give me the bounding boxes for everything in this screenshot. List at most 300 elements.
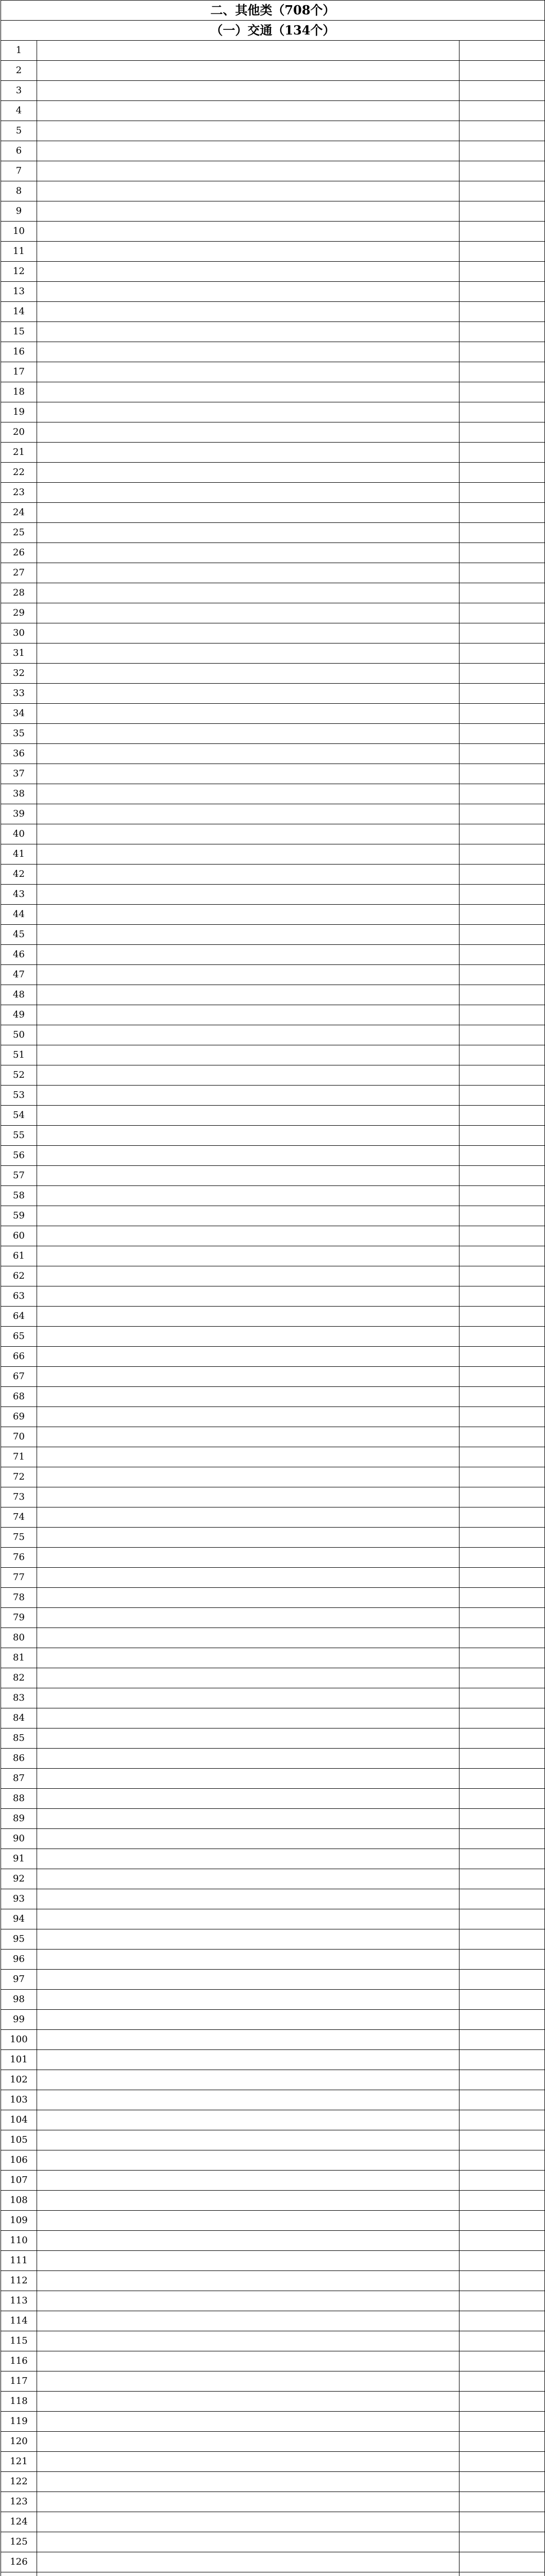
row-number: 99 <box>1 2010 37 2030</box>
row-number: 101 <box>1 2050 37 2070</box>
table-row <box>1 744 545 764</box>
section-subheading: （一）交通（134个） <box>1 21 545 41</box>
project-name <box>37 1548 459 1568</box>
table-row <box>1 1548 545 1568</box>
project-name <box>37 1407 459 1427</box>
project-name <box>37 2351 459 2371</box>
project-name <box>37 1226 459 1246</box>
project-location <box>459 2311 545 2331</box>
project-location <box>459 2271 545 2291</box>
row-number: 42 <box>1 865 37 885</box>
row-number: 125 <box>1 2532 37 2552</box>
project-location <box>459 1769 545 1789</box>
project-location <box>459 865 545 885</box>
project-location <box>459 965 545 985</box>
row-number: 1 <box>1 41 37 61</box>
table-row <box>1 1045 545 1065</box>
project-location <box>459 2010 545 2030</box>
project-name <box>37 1266 459 1286</box>
project-name <box>37 2030 459 2050</box>
project-name <box>37 503 459 523</box>
project-name <box>37 2010 459 2030</box>
project-location <box>459 2572 545 2576</box>
project-location <box>459 1628 545 1648</box>
row-number: 114 <box>1 2311 37 2331</box>
project-location <box>459 1286 545 1307</box>
project-name <box>37 443 459 463</box>
table-row <box>1 262 545 282</box>
project-location <box>459 2371 545 2392</box>
table-row <box>1 2211 545 2231</box>
project-name <box>37 2191 459 2211</box>
project-location <box>459 1327 545 1347</box>
project-location <box>459 282 545 302</box>
row-number: 124 <box>1 2512 37 2532</box>
project-name <box>37 1929 459 1950</box>
table-row <box>1 603 545 623</box>
project-name <box>37 1146 459 1166</box>
project-name <box>37 563 459 583</box>
project-name <box>37 744 459 764</box>
table-row <box>1 1427 545 1447</box>
table-row <box>1 1367 545 1387</box>
project-name <box>37 804 459 824</box>
project-location <box>459 1146 545 1166</box>
project-location <box>459 2090 545 2110</box>
project-name <box>37 1387 459 1407</box>
project-location <box>459 1849 545 1869</box>
table-row <box>1 402 545 422</box>
project-location <box>459 824 545 844</box>
row-number: 89 <box>1 1809 37 1829</box>
project-name <box>37 865 459 885</box>
table-row <box>1 2331 545 2351</box>
table-row <box>1 1206 545 1226</box>
project-location <box>459 1467 545 1487</box>
project-location <box>459 945 545 965</box>
project-name <box>37 2271 459 2291</box>
project-name <box>37 2392 459 2412</box>
project-name <box>37 664 459 684</box>
project-location <box>459 1568 545 1588</box>
table-row <box>1 41 545 61</box>
table-row <box>1 724 545 744</box>
project-name <box>37 885 459 905</box>
project-location <box>459 1206 545 1226</box>
project-location <box>459 563 545 583</box>
table-row <box>1 704 545 724</box>
row-number: 28 <box>1 583 37 603</box>
project-name <box>37 1909 459 1929</box>
row-number: 82 <box>1 1668 37 1688</box>
table-row <box>1 1728 545 1749</box>
project-name <box>37 1769 459 1789</box>
row-number: 75 <box>1 1528 37 1548</box>
project-location <box>459 2150 545 2171</box>
table-row <box>1 1507 545 1528</box>
row-number: 119 <box>1 2412 37 2432</box>
row-number: 8 <box>1 181 37 201</box>
section-heading: 二、其他类（708个） <box>1 1 545 21</box>
row-number: 94 <box>1 1909 37 1929</box>
project-location <box>459 764 545 784</box>
project-location <box>459 985 545 1005</box>
table-row <box>1 684 545 704</box>
table-row <box>1 161 545 181</box>
row-number: 25 <box>1 523 37 543</box>
project-name <box>37 2070 459 2090</box>
table-row <box>1 422 545 443</box>
row-number: 53 <box>1 1086 37 1106</box>
project-name <box>37 1990 459 2010</box>
project-location <box>459 1166 545 1186</box>
project-name <box>37 2492 459 2512</box>
project-location <box>459 2291 545 2311</box>
row-number: 56 <box>1 1146 37 1166</box>
row-number: 70 <box>1 1427 37 1447</box>
row-number: 113 <box>1 2291 37 2311</box>
table-row <box>1 1628 545 1648</box>
project-location <box>459 242 545 262</box>
table-row <box>1 1246 545 1266</box>
table-row <box>1 1307 545 1327</box>
project-location <box>459 2331 545 2351</box>
row-number: 98 <box>1 1990 37 2010</box>
table-row <box>1 1809 545 1829</box>
project-location <box>459 1548 545 1568</box>
project-location <box>459 885 545 905</box>
table-row <box>1 1990 545 2010</box>
table-row <box>1 1347 545 1367</box>
project-location <box>459 41 545 61</box>
project-location <box>459 1367 545 1387</box>
project-location <box>459 844 545 865</box>
project-name <box>37 784 459 804</box>
project-name <box>37 704 459 724</box>
project-location <box>459 463 545 483</box>
project-name <box>37 242 459 262</box>
project-name <box>37 1950 459 1970</box>
row-number: 103 <box>1 2090 37 2110</box>
row-number: 48 <box>1 985 37 1005</box>
table-row <box>1 322 545 342</box>
project-name <box>37 1728 459 1749</box>
row-number: 5 <box>1 121 37 141</box>
table-row <box>1 2030 545 2050</box>
project-name <box>37 141 459 161</box>
project-name <box>37 1970 459 1990</box>
row-number: 83 <box>1 1688 37 1708</box>
project-name <box>37 603 459 623</box>
table-row <box>1 623 545 643</box>
row-number: 115 <box>1 2331 37 2351</box>
project-name <box>37 945 459 965</box>
project-name <box>37 1246 459 1266</box>
row-number: 85 <box>1 1728 37 1749</box>
table-row <box>1 1668 545 1688</box>
row-number: 21 <box>1 443 37 463</box>
project-name <box>37 362 459 382</box>
table-row <box>1 1166 545 1186</box>
table-row <box>1 201 545 222</box>
table-row <box>1 1186 545 1206</box>
row-number: 74 <box>1 1507 37 1528</box>
project-location <box>459 2472 545 2492</box>
table-row <box>1 181 545 201</box>
row-number: 87 <box>1 1769 37 1789</box>
table-row <box>1 1889 545 1909</box>
project-location <box>459 2351 545 2371</box>
table-row <box>1 945 545 965</box>
project-location <box>459 483 545 503</box>
table-row <box>1 1869 545 1889</box>
table-row <box>1 965 545 985</box>
project-name <box>37 824 459 844</box>
project-name <box>37 1789 459 1809</box>
row-number: 96 <box>1 1950 37 1970</box>
project-name <box>37 1427 459 1447</box>
table-row <box>1 2070 545 2090</box>
row-number <box>1 2572 37 2576</box>
project-location <box>459 684 545 704</box>
table-row <box>1 1025 545 1045</box>
row-number: 13 <box>1 282 37 302</box>
row-number: 65 <box>1 1327 37 1347</box>
project-name <box>37 282 459 302</box>
row-number: 51 <box>1 1045 37 1065</box>
table-row <box>1 1065 545 1086</box>
table-row <box>1 2351 545 2371</box>
project-location <box>459 1668 545 1688</box>
table-row <box>1 2271 545 2291</box>
project-name <box>37 1005 459 1025</box>
project-location <box>459 804 545 824</box>
project-name <box>37 1307 459 1327</box>
project-name <box>37 121 459 141</box>
table-row <box>1 2412 545 2432</box>
table-row <box>1 583 545 603</box>
project-location <box>459 1507 545 1528</box>
project-name <box>37 1829 459 1849</box>
table-row <box>1 1266 545 1286</box>
project-location <box>459 2412 545 2432</box>
project-name <box>37 1708 459 1728</box>
project-name <box>37 1507 459 1528</box>
project-name <box>37 302 459 322</box>
project-location <box>459 1126 545 1146</box>
project-location <box>459 1889 545 1909</box>
table-row <box>1 282 545 302</box>
table-row <box>1 1086 545 1106</box>
table-heading-row <box>1 1 545 21</box>
project-location <box>459 704 545 724</box>
project-location <box>459 1226 545 1246</box>
row-number: 116 <box>1 2351 37 2371</box>
row-number: 30 <box>1 623 37 643</box>
project-location <box>459 141 545 161</box>
row-number: 11 <box>1 242 37 262</box>
row-number: 90 <box>1 1829 37 1849</box>
project-name <box>37 2150 459 2171</box>
row-number: 102 <box>1 2070 37 2090</box>
project-name <box>37 764 459 784</box>
table-row <box>1 1929 545 1950</box>
project-name <box>37 1126 459 1146</box>
row-number: 33 <box>1 684 37 704</box>
table-row <box>1 2191 545 2211</box>
project-location <box>459 2552 545 2572</box>
project-location <box>459 2452 545 2472</box>
table-row <box>1 1407 545 1427</box>
project-location <box>459 2512 545 2532</box>
table-row <box>1 543 545 563</box>
row-number: 93 <box>1 1889 37 1909</box>
row-number: 112 <box>1 2271 37 2291</box>
row-number: 12 <box>1 262 37 282</box>
table-row <box>1 1849 545 1869</box>
table-subheading-row <box>1 21 545 41</box>
row-number: 49 <box>1 1005 37 1025</box>
row-number: 73 <box>1 1487 37 1507</box>
project-name <box>37 1749 459 1769</box>
table-row <box>1 1005 545 1025</box>
project-location <box>459 2050 545 2070</box>
row-number: 24 <box>1 503 37 523</box>
table-row <box>1 824 545 844</box>
table-row <box>1 382 545 402</box>
table-row <box>1 1648 545 1668</box>
project-name <box>37 2251 459 2271</box>
project-location <box>459 302 545 322</box>
project-location <box>459 1990 545 2010</box>
table-row <box>1 1829 545 1849</box>
project-name <box>37 2452 459 2472</box>
project-name <box>37 2412 459 2432</box>
table-row <box>1 2532 545 2552</box>
row-number: 27 <box>1 563 37 583</box>
row-number: 64 <box>1 1307 37 1327</box>
table-row <box>1 242 545 262</box>
project-location <box>459 1708 545 1728</box>
row-number: 15 <box>1 322 37 342</box>
project-name <box>37 1688 459 1708</box>
project-location <box>459 784 545 804</box>
project-location <box>459 1266 545 1286</box>
table-row <box>1 1769 545 1789</box>
project-name <box>37 2572 459 2576</box>
project-name <box>37 2512 459 2532</box>
table-row <box>1 1106 545 1126</box>
project-location <box>459 422 545 443</box>
project-name <box>37 1347 459 1367</box>
project-location <box>459 121 545 141</box>
project-name <box>37 1849 459 1869</box>
project-location <box>459 2231 545 2251</box>
row-number: 123 <box>1 2492 37 2512</box>
project-name <box>37 181 459 201</box>
table-row <box>1 2010 545 2030</box>
project-name <box>37 2311 459 2331</box>
table-row <box>1 2371 545 2392</box>
project-name <box>37 41 459 61</box>
project-name <box>37 1869 459 1889</box>
project-location <box>459 443 545 463</box>
table-row <box>1 1387 545 1407</box>
project-location <box>459 543 545 563</box>
project-name <box>37 1025 459 1045</box>
row-number: 37 <box>1 764 37 784</box>
row-number: 39 <box>1 804 37 824</box>
row-number: 107 <box>1 2171 37 2191</box>
row-number: 59 <box>1 1206 37 1226</box>
project-location <box>459 1005 545 1025</box>
project-location <box>459 2171 545 2191</box>
project-location <box>459 523 545 543</box>
project-name <box>37 2291 459 2311</box>
row-number: 6 <box>1 141 37 161</box>
project-location <box>459 724 545 744</box>
row-number: 9 <box>1 201 37 222</box>
project-name <box>37 2130 459 2150</box>
project-location <box>459 664 545 684</box>
project-name <box>37 1467 459 1487</box>
project-location <box>459 2392 545 2412</box>
project-name <box>37 2331 459 2351</box>
table-row <box>1 342 545 362</box>
project-name <box>37 643 459 664</box>
project-name <box>37 2532 459 2552</box>
table-row <box>1 1688 545 1708</box>
project-location <box>459 1427 545 1447</box>
project-location <box>459 2211 545 2231</box>
project-location <box>459 101 545 121</box>
table-row <box>1 784 545 804</box>
project-location <box>459 1246 545 1266</box>
table-row <box>1 2090 545 2110</box>
table-row <box>1 865 545 885</box>
project-name <box>37 1327 459 1347</box>
project-name <box>37 1648 459 1668</box>
project-name <box>37 1528 459 1548</box>
table-row <box>1 443 545 463</box>
table-row <box>1 2492 545 2512</box>
project-name <box>37 1447 459 1467</box>
row-number: 84 <box>1 1708 37 1728</box>
project-name <box>37 1628 459 1648</box>
table-row <box>1 1226 545 1246</box>
table-row <box>1 1528 545 1548</box>
row-number: 43 <box>1 885 37 905</box>
row-number: 61 <box>1 1246 37 1266</box>
project-location <box>459 1307 545 1327</box>
table-row <box>1 563 545 583</box>
row-number: 20 <box>1 422 37 443</box>
project-name <box>37 1086 459 1106</box>
row-number: 60 <box>1 1226 37 1246</box>
project-name <box>37 543 459 563</box>
table-row <box>1 222 545 242</box>
row-number: 100 <box>1 2030 37 2050</box>
row-number: 22 <box>1 463 37 483</box>
project-location <box>459 1789 545 1809</box>
row-number: 117 <box>1 2371 37 2392</box>
row-number: 41 <box>1 844 37 865</box>
row-number: 68 <box>1 1387 37 1407</box>
table-row <box>1 503 545 523</box>
row-number: 38 <box>1 784 37 804</box>
project-name <box>37 322 459 342</box>
row-number: 47 <box>1 965 37 985</box>
